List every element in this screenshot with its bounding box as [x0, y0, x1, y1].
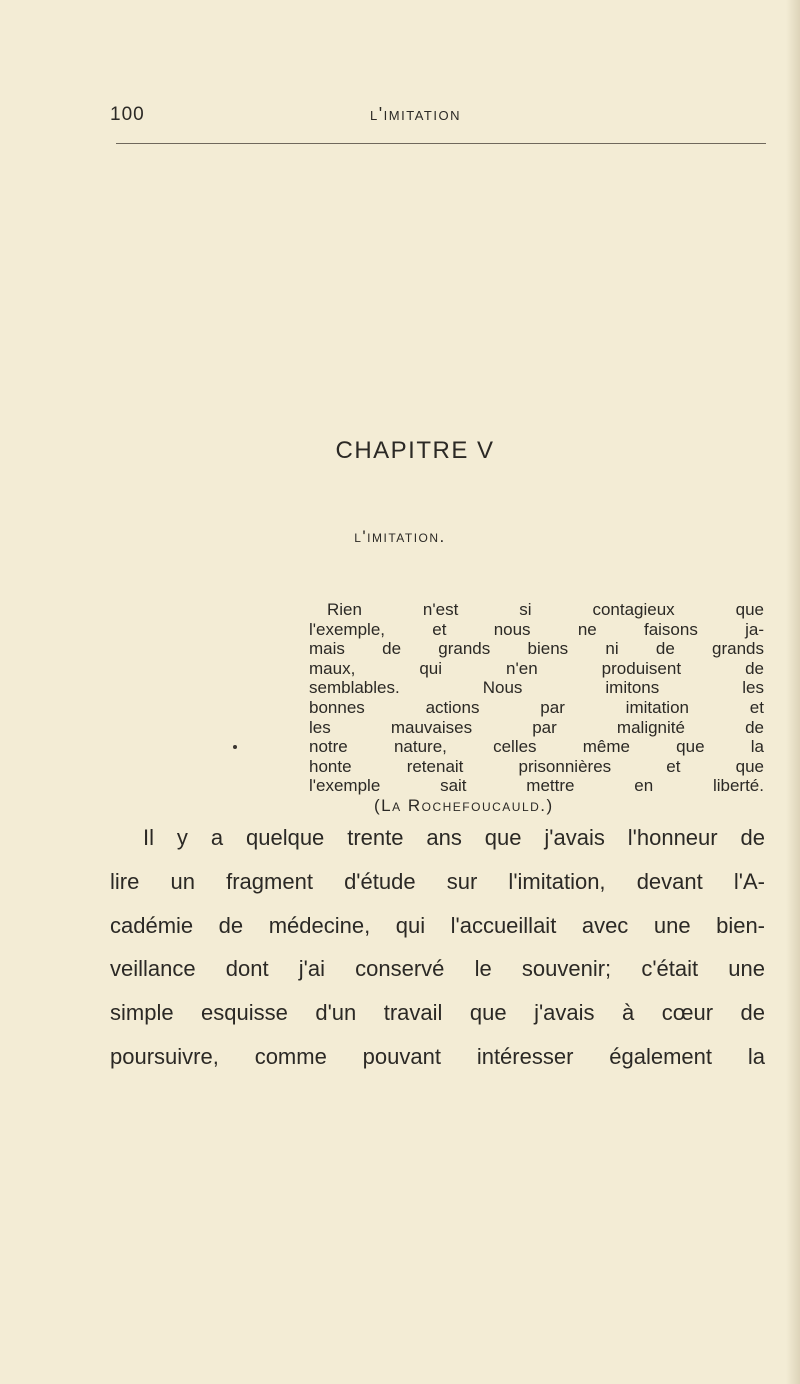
epigraph-attribution: (La Rochefoucauld.) — [374, 795, 554, 815]
body-line: simple esquisse d'un travail que j'avais à cœur de — [110, 1000, 765, 1026]
epigraph-line: honte retenait prisonnières et que — [309, 756, 764, 776]
epigraph-line: l'exemple, et nous ne faisons ja- — [309, 619, 764, 639]
chapter-subtitle: l'imitation. — [354, 527, 446, 546]
body-line: cadémie de médecine, qui l'accueillait avec une bien- — [110, 912, 765, 938]
epigraph-line: maux, qui n'en produisent de — [309, 658, 764, 678]
running-header — [110, 104, 760, 134]
body-paragraph — [110, 816, 765, 1079]
epigraph — [309, 600, 764, 816]
body-line: poursuivre, comme pouvant intéresser également la — [110, 1043, 765, 1069]
page-edge-shadow — [786, 0, 800, 1384]
body-line: lire un fragment d'étude sur l'imitation, devant l'A- — [110, 868, 765, 894]
page-number: 100 — [110, 104, 145, 125]
epigraph-line: notre nature, celles même que la — [309, 737, 764, 757]
body-line: Il y a quelque trente ans que j'avais l'honneur de — [143, 825, 765, 850]
body-line: veillance dont j'ai conservé le souvenir; c'était une — [110, 956, 765, 982]
epigraph-line: mais de grands biens ni de grands — [309, 639, 764, 659]
epigraph-line: les mauvaises par malignité de — [309, 717, 764, 737]
epigraph-line: semblables. Nous imitons les — [309, 678, 764, 698]
header-rule — [116, 143, 766, 144]
epigraph-line: Rien n'est si contagieux que — [327, 600, 764, 619]
epigraph-line: l'exemple sait mettre en liberté. — [309, 776, 764, 796]
epigraph-line: bonnes actions par imitation et — [309, 697, 764, 717]
ink-speck — [233, 745, 237, 749]
running-title: l'imitation — [370, 104, 461, 124]
chapter-title: CHAPITRE V — [335, 437, 495, 464]
